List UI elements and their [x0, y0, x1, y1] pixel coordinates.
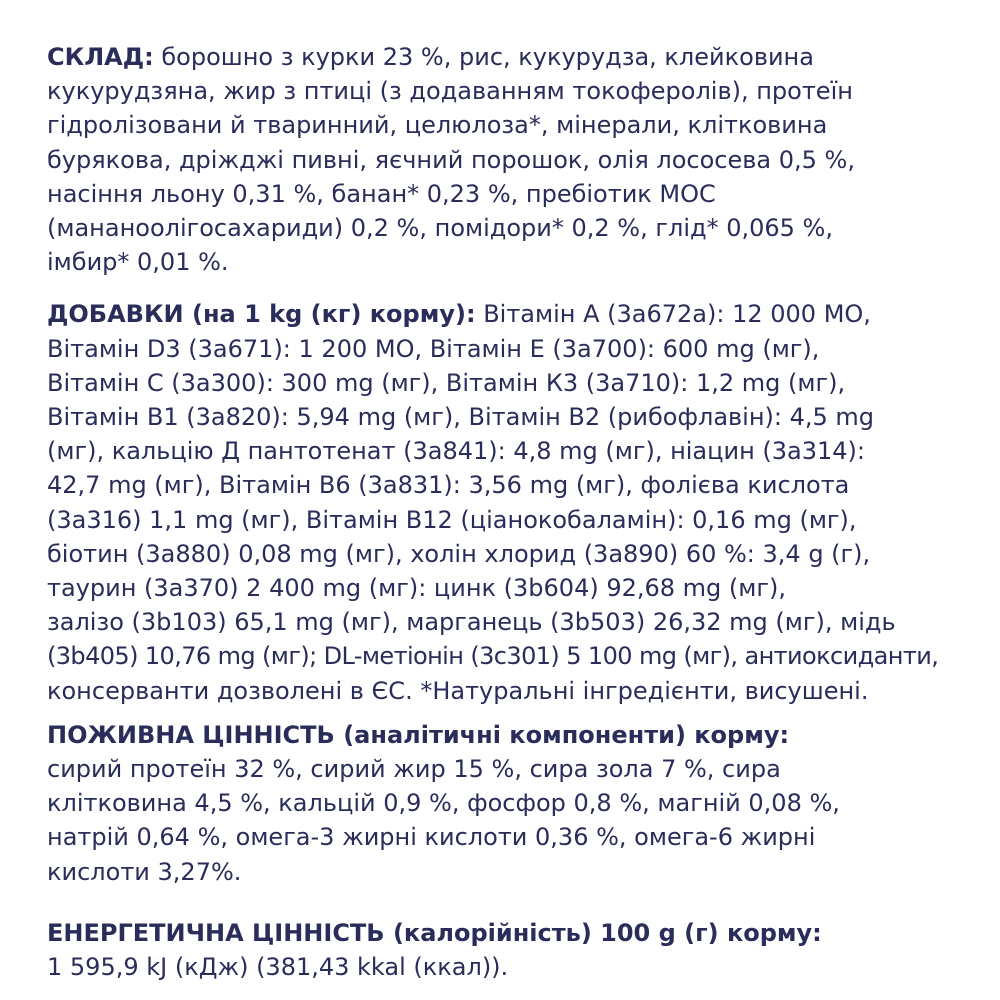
additives-line-8: біотин (3a880) 0,08 mg (мг), холін хлорид (3a890) 60 %: 3,4 g (г),	[47, 539, 871, 568]
additives-line-6: 42,7 mg (мг), Вітамін В6 (3a831): 3,56 mg (мг), фолієва кислота	[47, 471, 850, 500]
additives-heading: ДОБАВКИ (на 1 kg (кг) корму):	[47, 300, 476, 329]
additives-line-3: Вітамін С (3a300): 300 mg (мг), Вітамін К3 (3a710): 1,2 mg (мг),	[47, 368, 846, 397]
additives-line-12: консерванти дозволені в ЄС. *Натуральні інгредієнти, висушені.	[47, 676, 869, 705]
composition-sheet	[47, 40, 967, 984]
additives-line-7: (3a316) 1,1 mg (мг), Вітамін В12 (ціанокобаламін): 0,16 mg (мг),	[47, 505, 857, 534]
composition-line-1: СКЛАД: борошно з курки 23 %, рис, кукурудза, клейковина	[47, 43, 814, 71]
additives-line-4: Вітамін В1 (3a820): 5,94 mg (мг), Вітамін В2 (рибофлавін): 4,5 mg	[47, 403, 875, 432]
nutrition-line-1: сирий протеїн 32 %, сирий жир 15 %, сира зола 7 %, сира	[47, 755, 781, 784]
composition-line-6: (мананоолігосахариди) 0,2 %, помідори* 0,2 %, глід* 0,065 %,	[47, 214, 833, 243]
composition-paragraph	[47, 40, 967, 279]
additives-line-2: Вітамін D3 (3a671): 1 200 МО, Вітамін Е (3a700): 600 mg (мг),	[47, 334, 820, 363]
nutrition-heading: ПОЖИВНА ЦІННІСТЬ (аналітичні компоненти) корму:	[47, 720, 790, 749]
additives-paragraph	[47, 297, 967, 707]
nutrition-line-3: натрій 0,64 %, омега-3 жирні кислоти 0,36 %, омега-6 жирні	[47, 823, 816, 852]
additives-line-9: таурин (3a370) 2 400 mg (мг): цинк (3b604) 92,68 mg (мг),	[47, 574, 786, 603]
composition-heading: СКЛАД:	[47, 43, 154, 71]
additives-line-5: (мг), кальцію Д пантотенат (3a841): 4,8 mg (мг), ніацин (3a314):	[47, 437, 865, 466]
additives-line-1: ДОБАВКИ (на 1 kg (кг) корму): Вітамін А (3a672a): 12 000 МО,	[47, 300, 871, 329]
additives-line-11: (3b405) 10,76 mg (мг); DL-метіонін (3c301) 5 100 mg (мг), антиоксиданти,	[47, 642, 939, 671]
composition-line-2: кукурудзяна, жир з птиці (з додаванням токоферолів), протеїн	[47, 77, 853, 106]
energy-heading: ЕНЕРГЕТИЧНА ЦІННІСТЬ (калорійність) 100 g (г) корму:	[47, 918, 822, 947]
nutrition-paragraph	[47, 718, 967, 889]
composition-line-7: імбир* 0,01 %.	[47, 248, 229, 277]
energy-paragraph	[47, 916, 967, 984]
additives-line-10: залізо (3b103) 65,1 mg (мг), марганець (3b503) 26,32 mg (мг), мідь	[47, 608, 896, 637]
nutrition-line-2: клітковина 4,5 %, кальцій 0,9 %, фосфор 0,8 %, магній 0,08 %,	[47, 789, 840, 818]
composition-line-4: бурякова, дріжджі пивні, яєчний порошок, олія лососева 0,5 %,	[47, 145, 855, 174]
composition-line-3: гідролізовани й тваринний, целюлоза*, мінерали, клітковина	[47, 111, 828, 140]
nutrition-line-4: кислоти 3,27%.	[47, 857, 242, 886]
energy-line-1: 1 595,9 kJ (кДж) (381,43 kkal (ккал)).	[47, 953, 509, 982]
composition-line-5: насіння льону 0,31 %, банан* 0,23 %, пребіотик МОС	[47, 179, 716, 208]
